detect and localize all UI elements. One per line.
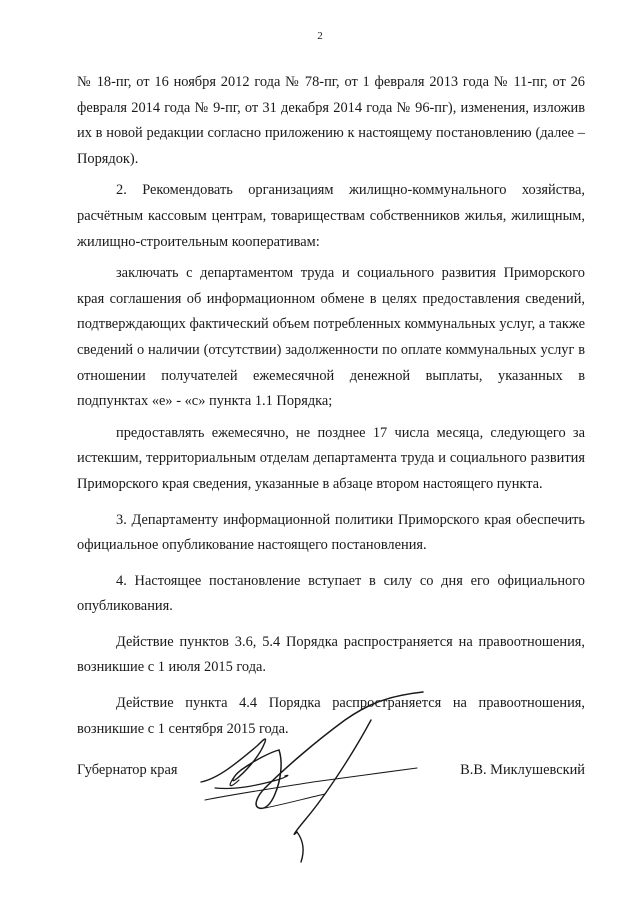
paragraph-item-3: 3. Департаменту информационной политики Приморского края обеспечить официальное опубликование настоящего постановления. — [77, 511, 585, 554]
paragraph-item-2-sub-2: предоставлять ежемесячно, не позднее 17 числа месяца, следующего за истекшим, территориальным отделам департамента труда и социального развития Приморского края сведения, указанные в абзаце втором настоящего пункта. — [77, 424, 585, 492]
signer-title: Губернатор края — [77, 762, 178, 778]
paragraph-item-2: 2. Рекомендовать организациям жилищно-коммунального хозяйства, расчётным кассовым центрам, товариществам собственников жилья, жилищным, жилищно-строительным кооперативам: — [77, 182, 585, 250]
page-number: 2 — [317, 30, 323, 42]
paragraph-continuation: № 18-пг, от 16 ноября 2012 года № 78-пг, от 1 февраля 2013 года № 11-пг, от 26 февраля 2014 года № 9-пг, от 31 декабря 2014 года № 96-пг), изменения, изложив их в новой редакции согласно приложению к настоящему постановлению (далее – Порядок). — [77, 74, 585, 167]
document-body — [77, 70, 585, 742]
paragraph-effective-1: Действие пунктов 3.6, 5.4 Порядка распространяется на правоотношения, возникшие с 1 июля 2015 года. — [77, 633, 585, 676]
paragraph-item-2-sub-1: заключать с департаментом труда и социального развития Приморского края соглашения об информационном обмене в целях предоставления сведений, подтверждающих фактический объем потребленных коммунальных услуг, а также сведений о наличии (отсутствии) задолженности по оплате коммунальных услуг в отношении получателей ежемесячной денежной выплаты, указанных в подпунктах «е» - «с» пункта 1.1 Порядка; — [77, 265, 585, 410]
paragraph-effective-2: Действие пункта 4.4 Порядка распространяется на правоотношения, возникшие с 1 сентября 2015 года. — [77, 695, 585, 737]
paragraph-item-4: 4. Настоящее постановление вступает в силу со дня его официального опубликования. — [77, 572, 585, 615]
handwritten-signature — [195, 690, 430, 865]
signer-name: В.В. Миклушевский — [460, 762, 585, 778]
